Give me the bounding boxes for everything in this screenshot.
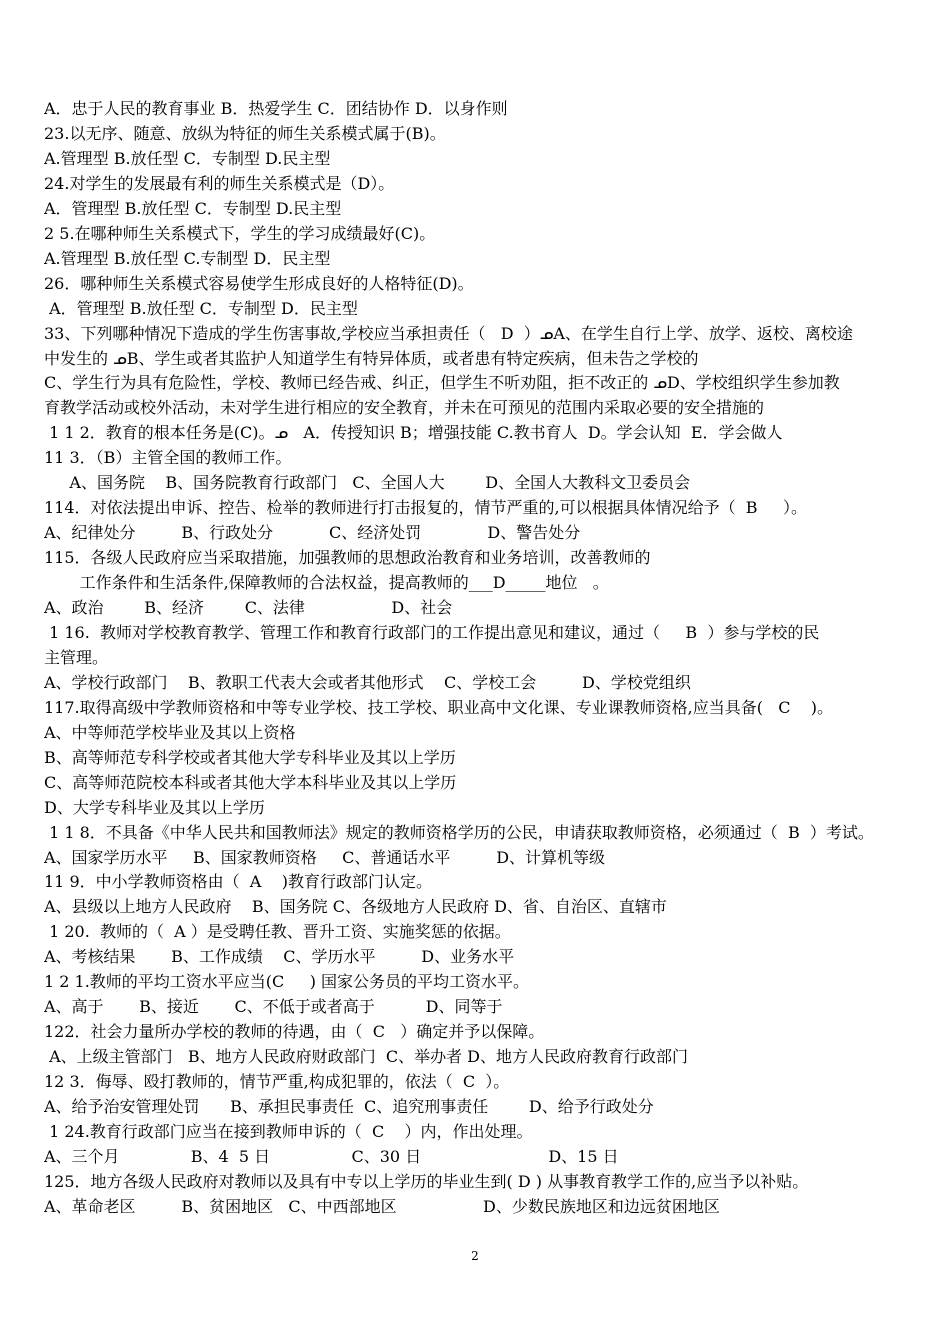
text-line: 115．各级人民政府应当采取措施，加强教师的思想政治教育和业务培训，改善教师的	[44, 548, 651, 567]
text-line: A．忠于人民的教育事业 B．热爱学生 C．团结协作 D．以身作则	[44, 99, 508, 118]
text-line: A、给予治安管理处罚 B、承担民事责任 C、追究刑事责任 D、给予行政处分	[44, 1097, 654, 1116]
text-line: 117.取得高级中学教师资格和中等专业学校、技工学校、职业高中文化课、专业课教师资格,应当具备( C )。	[44, 698, 834, 717]
text-line: A、上级主管部门 B、地方人民政府财政部门 C、举办者 D、地方人民政府教育行政部门	[44, 1047, 688, 1066]
text-line: 1 24.教育行政部门应当在接到教师申诉的（ C ）内，作出处理。	[44, 1122, 533, 1141]
text-line: A、三个月 B、4 5 日 C、30 日 D、15 日	[44, 1147, 619, 1166]
text-line: A、考核结果 B、工作成绩 C、学历水平 D、业务水平	[44, 947, 515, 966]
text-line: A．管理型 B.放任型 C．专制型 D.民主型	[44, 199, 342, 218]
text-line: A、纪律处分 B、行政处分 C、经济处罚 D、警告处分	[44, 523, 581, 542]
text-line: 主管理。	[44, 648, 109, 667]
text-line: A、县级以上地方人民政府 B、国务院 C、各级地方人民政府 D、省、自治区、直辖市	[44, 897, 667, 916]
text-line: 工作条件和生活条件,保障教师的合法权益，提高教师的___D_____地位 。	[44, 573, 609, 592]
text-line: 23.以无序、随意、放纵为特征的师生关系模式属于(B)。	[44, 124, 446, 143]
text-line: 1 1 2．教育的根本任务是(C)。ᓄ A．传授知识 B；增强技能 C.教书育人 D。学会认知 E．学会做人	[44, 423, 783, 442]
text-line: 11 3．（B）主管全国的教师工作。	[44, 448, 292, 467]
text-line: 12 3．侮辱、殴打教师的，情节严重,构成犯罪的，依法（ C ）。	[44, 1072, 510, 1091]
text-line: 1 1 8．不具备《中华人民共和国教师法》规定的教师资格学历的公民，申请获取教师资格，必须通过（ B ）考试。	[44, 823, 874, 842]
text-line: 24.对学生的发展最有利的师生关系模式是（D）。	[44, 174, 395, 193]
text-line: C、学生行为具有危险性，学校、教师已经告戒、纠正，但学生不听劝阻，拒不改正的 ᓄD、学校组织学生参加教	[44, 373, 840, 392]
text-line: 114．对依法提出申诉、控告、检举的教师进行打击报复的，情节严重的,可以根据具体情况给予（ B ）。	[44, 498, 807, 517]
text-line: A、中等师范学校毕业及其以上资格	[44, 723, 296, 742]
text-line: 1 20. 教师的（ A ）是受聘任教、晋升工资、实施奖惩的依据。	[44, 922, 511, 941]
page-number: 2	[471, 1249, 479, 1263]
text-line: 中发生的 ᓄB、学生或者其监护人知道学生有特异体质，或者患有特定疾病，但未告之学校的	[44, 349, 699, 368]
text-line: D、大学专科毕业及其以上学历	[44, 798, 265, 817]
text-line: 1 16. 教师对学校教育教学、管理工作和教育行政部门的工作提出意见和建议，通过（ B ）参与学校的民	[44, 623, 820, 642]
text-line: B、高等师范专科学校或者其他大学专科毕业及其以上学历	[44, 748, 456, 767]
text-line: 122．社会力量所办学校的教师的待遇，由（ C ）确定并予以保障。	[44, 1022, 545, 1041]
text-line: A、革命老区 B、贫困地区 C、中西部地区 D、少数民族地区和边远贫困地区	[44, 1197, 720, 1216]
text-line: A．管理型 B.放任型 C．专制型 D．民主型	[44, 299, 358, 318]
text-line: 125．地方各级人民政府对教师以及具有中专以上学历的毕业生到( D ) 从事教育教学工作的,应当予以补贴。	[44, 1172, 809, 1191]
text-line: A、学校行政部门 B、教职工代表大会或者其他形式 C、学校工会 D、学校党组织	[44, 673, 691, 692]
text-line: 2 5.在哪种师生关系模式下，学生的学习成绩最好(C)。	[44, 224, 436, 243]
text-line: 育教学活动或校外活动，未对学生进行相应的安全教育，并未在可预见的范围内采取必要的安全措施的	[44, 398, 765, 417]
text-line: A、高于 B、接近 C、不低于或者高于 D、同等于	[44, 997, 503, 1016]
text-line: A、政治 B、经济 C、法律 D、社会	[44, 598, 453, 617]
text-line: 26．哪种师生关系模式容易使学生形成良好的人格特征(D)。	[44, 274, 474, 293]
text-line: A、国务院 B、国务院教育行政部门 C、全国人大 D、全国人大教科文卫委员会	[44, 473, 691, 492]
text-line: A、国家学历水平 B、国家教师资格 C、普通话水平 D、计算机等级	[44, 848, 606, 867]
text-line: C、高等师范院校本科或者其他大学本科毕业及其以上学历	[44, 773, 457, 792]
text-line: A.管理型 B.放任型 C．专制型 D.民主型	[44, 149, 331, 168]
text-line: 33、下列哪种情况下造成的学生伤害事故,学校应当承担责任（ D ）ᓄA、在学生自行上学、放学、返校、离校途	[44, 324, 853, 343]
text-line: 1 2 1.教师的平均工资水平应当(C ) 国家公务员的平均工资水平。	[44, 972, 530, 991]
text-line: 11 9．中小学教师资格由（ A )教育行政部门认定。	[44, 872, 432, 891]
text-line: A.管理型 B.放任型 C.专制型 D．民主型	[44, 249, 331, 268]
